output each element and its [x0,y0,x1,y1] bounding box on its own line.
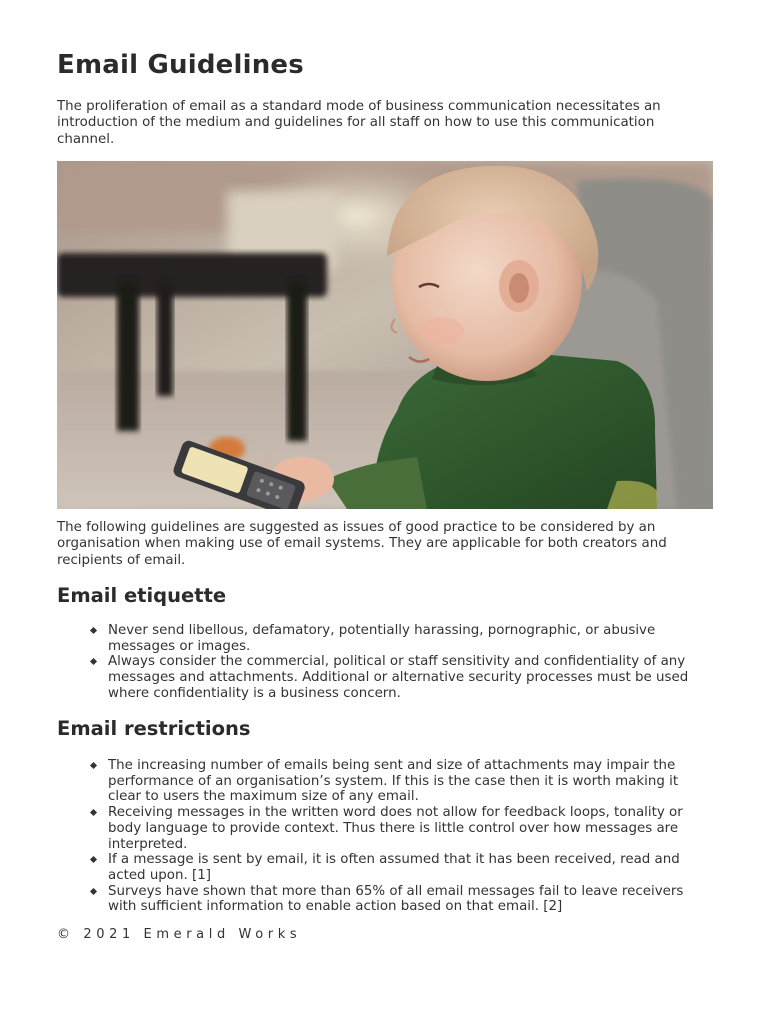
restrictions-heading: Email restrictions [57,717,251,740]
list-item-text: Always consider the commercial, political or staff sensitivity and confidentiality of any messages and attachments. Additional or alternative security processes must be used where confidentiality is a business concern. [108,654,689,701]
list-item [89,623,713,654]
guidelines-intro-paragraph: The following guidelines are suggested as issues of good practice to be considered by an organisation when making use of email systems. They are applicable for both creators and recipients of email. [57,520,667,568]
copyright-footer: © 2021 Emerald Works [57,927,302,942]
intro-paragraph: The proliferation of email as a standard mode of business communication necessitates an introduction of the medium and guidelines for all staff on how to use this communication channel. [57,99,661,147]
bullet-icon [90,627,97,634]
list-item-text: Never send libellous, defamatory, potentially harassing, pornographic, or abusive messages or images. [108,623,656,654]
bullet-icon [90,888,97,895]
restrictions-list [89,758,713,915]
list-item-text: The increasing number of emails being sent and size of attachments may impair the performance of an organisation’s system. If this is the case then it is worth making it clear to users the maximum size of any email. [108,758,679,805]
bullet-icon [90,809,97,816]
etiquette-heading: Email etiquette [57,584,227,607]
list-item [89,805,713,852]
page-title: Email Guidelines [57,50,304,80]
list-item [89,654,713,701]
bullet-icon [90,856,97,863]
child-with-phone-photo [57,161,713,509]
bullet-icon [90,762,97,769]
etiquette-list [89,623,713,702]
list-item [89,884,713,915]
list-item-text: Receiving messages in the written word does not allow for feedback loops, tonality or body language to provide context. Thus there is little control over how messages are interpreted. [108,805,683,852]
list-item [89,758,713,805]
list-item-text: If a message is sent by email, it is often assumed that it has been received, read and acted upon. [1] [108,852,680,883]
bullet-icon [90,658,97,665]
list-item [89,852,713,883]
list-item-text: Surveys have shown that more than 65% of all email messages fail to leave receivers with sufficient information to enable action based on that email. [2] [108,883,684,915]
